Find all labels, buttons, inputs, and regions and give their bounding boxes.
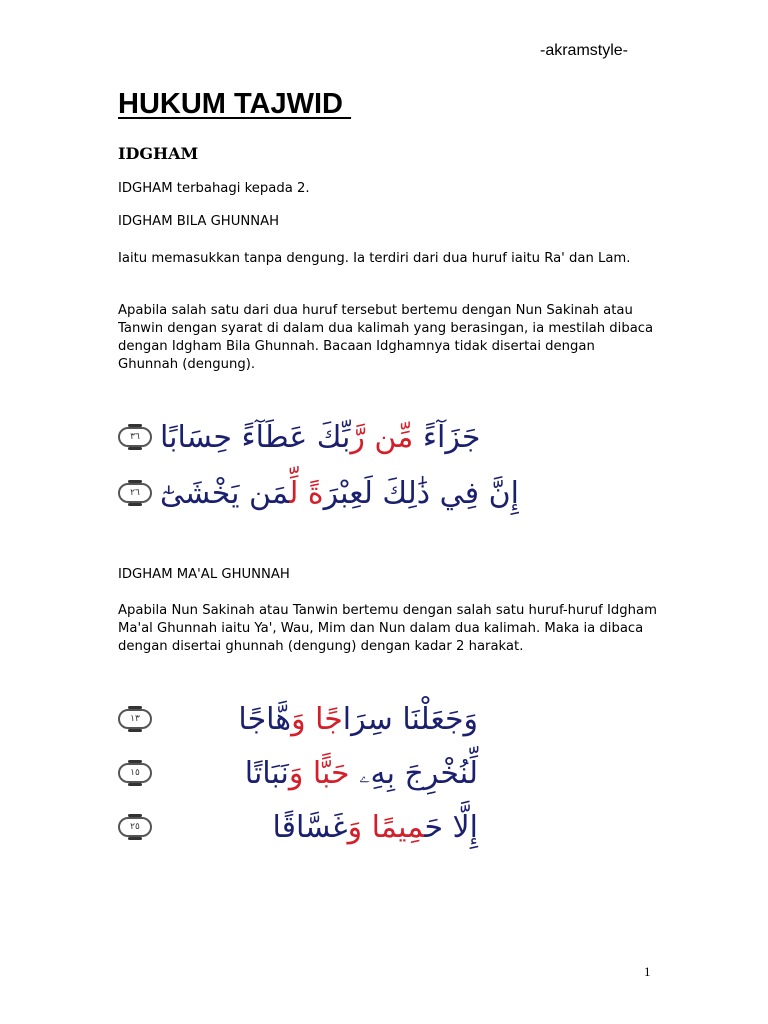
verse-highlight: مِّن رَّ (350, 419, 414, 455)
verse-highlight: جًا وَ (291, 701, 343, 737)
verse-text-before: إِنَّ فِي ذَٰلِكَ لَعِبْرَ (323, 475, 519, 511)
ayah-number-marker: ٣٦ (118, 427, 152, 447)
verse-highlight: ةً لِّ (289, 475, 324, 511)
verse-line (118, 416, 481, 458)
heading-maal-ghunnah: IDGHAM MA'AL GHUNNAH (118, 567, 290, 582)
bila-ghunnah-paragraph-1: Iaitu memasukkan tanpa dengung. Ia terdiri dari dua huruf iaitu Ra' dan Lam. (118, 251, 631, 266)
verse-text-before: إِلَّا حَ (424, 809, 478, 845)
verse-text-after: هَّاجًا (238, 701, 292, 737)
ayah-number-marker: ١٥ (118, 763, 152, 783)
verse-line (118, 698, 478, 740)
arabic-verse-text (152, 420, 480, 455)
arabic-verse-text (152, 702, 478, 737)
page-number: 1 (644, 964, 651, 979)
heading-bila-ghunnah: IDGHAM BILA GHUNNAH (118, 214, 280, 229)
verse-text-before: لِّنُخْرِجَ بِهِۦ (349, 755, 478, 791)
page-title: HUKUM TAJWID (118, 88, 352, 120)
verse-text-after: بِّكَ عَطَآءً حِسَابًا (160, 419, 351, 455)
verse-line (118, 752, 478, 794)
ayah-number-marker: ٢٦ (118, 483, 152, 503)
section-heading-idgham: IDGHAM (118, 144, 199, 163)
arabic-verse-text (152, 476, 519, 511)
verse-line (118, 472, 519, 514)
maal-ghunnah-paragraph: Apabila Nun Sakinah atau Tanwin bertemu dengan salah satu huruf-huruf Idgham Ma'al Ghunnah iaitu Ya', Wau, Mim dan Nun dalam dua kalimah. Maka ia dibaca dengan disertai ghunnah (dengung) dengan kadar 2 harakat. (118, 603, 657, 654)
verse-text-after: غَسَّاقًا (272, 809, 348, 845)
arabic-verse-text (152, 756, 478, 791)
idgham-intro-term: IDGHAM (118, 181, 173, 196)
idgham-intro (118, 180, 658, 198)
verse-highlight: حَبًّا وَ (288, 755, 350, 791)
ayah-number-marker: ١٣ (118, 709, 152, 729)
verse-text-after: نَبَاتًا (244, 755, 289, 791)
bila-ghunnah-paragraph-2: Apabila salah satu dari dua huruf tersebut bertemu dengan Nun Sakinah atau Tanwin dengan syarat di dalam dua kalimah yang berasingan, ia mestilah dibaca dengan Idgham Bila Ghunnah. Bacaan Idghamnya tidak disertai dengan Ghunnah (dengung). (118, 303, 654, 372)
ayah-number-marker: ٢٥ (118, 817, 152, 837)
verse-text-before: جَزَآءً (413, 419, 481, 455)
verse-text-after: مَن يَخْشَىٰٓ (160, 475, 290, 511)
verse-text-before: وَجَعَلْنَا سِرَا (342, 701, 478, 737)
idgham-intro-text: terbahagi kepada 2. (172, 181, 310, 196)
author-mark: -akramstyle- (540, 42, 629, 59)
verse-highlight: مِيمًا وَ (347, 809, 425, 845)
verse-line (118, 806, 478, 848)
arabic-verse-text (152, 810, 478, 845)
